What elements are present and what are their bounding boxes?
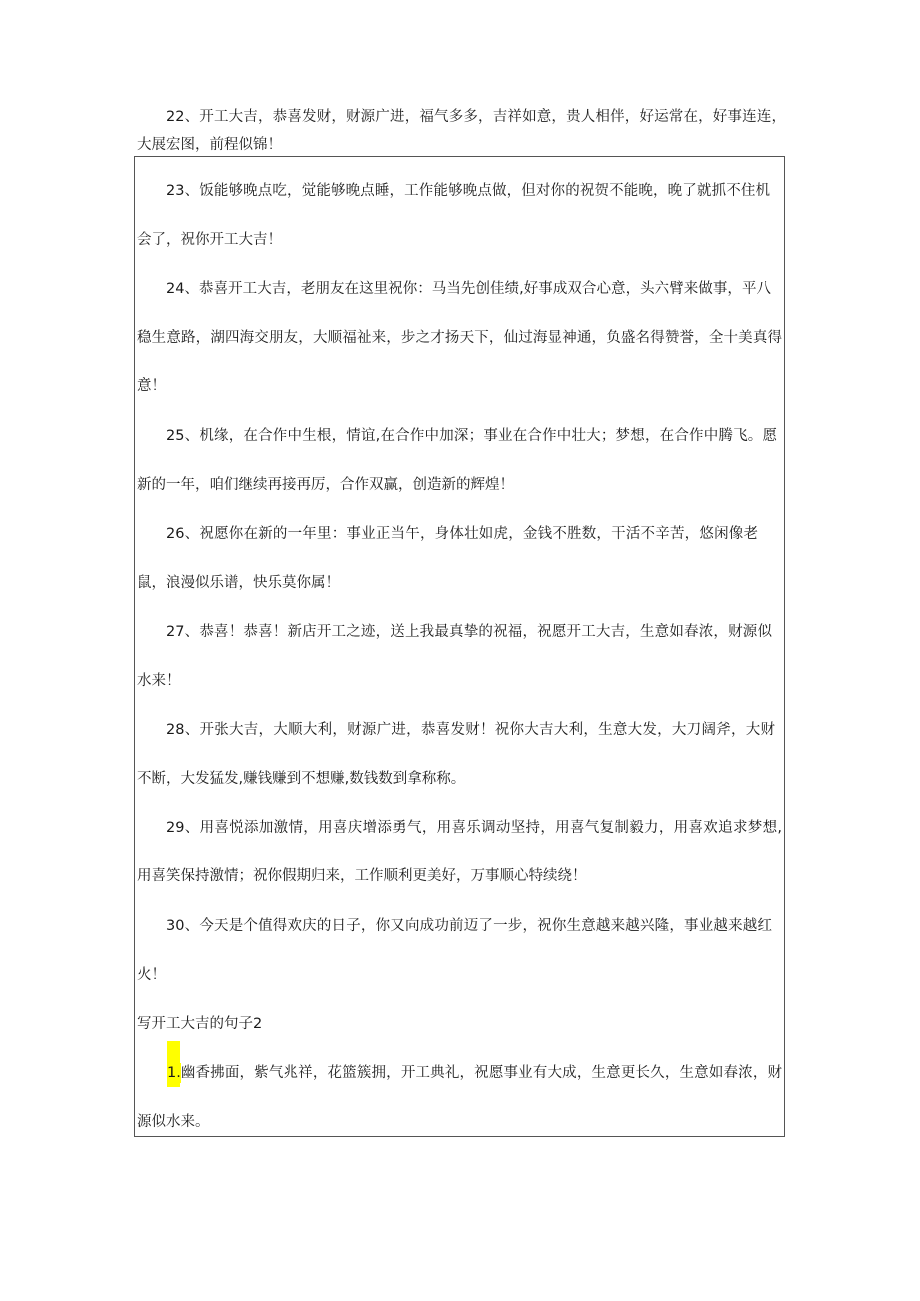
item-26-line-1: 26、祝愿你在新的一年里：事业正当午，身体壮如虎，金钱不胜数，干活不辛苦，悠闲像老: [166, 526, 758, 542]
item-27-line-1: 27、恭喜！恭喜！新店开工之迹，送上我最真挚的祝福，祝愿开工大吉，生意如春浓，财源似: [166, 624, 772, 640]
item-24-line-3: 意！: [137, 378, 166, 394]
section-item-1-text: 幽香拂面，紫气兆祥，花篮簇拥，开工典礼，祝愿事业有大成，生意更长久，生意如春浓，财: [180, 1065, 782, 1081]
item-28-line-1: 28、开张大吉，大顺大利，财源广进，恭喜发财！祝你大吉大利，生意大发，大刀阔斧，大财: [166, 722, 775, 738]
item-28-line-2: 不断，大发猛发,赚钱赚到不想赚,数钱数到拿称称。: [137, 771, 466, 787]
table-frame: [134, 156, 785, 1137]
section-title: 写开工大吉的句子2: [137, 1016, 263, 1032]
section-item-1-line-1: [167, 1063, 782, 1083]
item-25-line-1: 25、机缘，在合作中生根，情谊,在合作中加深；事业在合作中壮大；梦想，在合作中腾飞。愿: [166, 428, 777, 444]
item-26-line-2: 鼠，浪漫似乐谱，快乐莫你属！: [137, 575, 340, 591]
item-24-line-1: 24、恭喜开工大吉，老朋友在这里祝你：马当先创佳绩,好事成双合心意，头六臂来做事，平八: [166, 281, 771, 297]
section-item-1-line-2: 源似水来。: [137, 1114, 210, 1130]
item-22-line-2: 大展宏图，前程似锦！: [137, 137, 282, 153]
section-item-1-number: 1.: [167, 1065, 181, 1081]
item-29-line-2: 用喜笑保持激情；祝你假期归来，工作顺利更美好，万事顺心特续绕！: [137, 868, 587, 884]
item-23-line-1: 23、饭能够晚点吃，觉能够晚点睡，工作能够晚点做，但对你的祝贺不能晚，晚了就抓不住机: [166, 183, 770, 199]
item-25-line-2: 新的一年，咱们继续再接再厉，合作双赢，创造新的辉煌！: [137, 477, 514, 493]
item-27-line-2: 水来！: [137, 673, 181, 689]
item-30-line-2: 火！: [137, 967, 166, 983]
item-24-line-2: 稳生意路，湖四海交朋友，大顺福祉来，步之才扬天下，仙过海显神通，负盛名得赞誉，全十美真得: [137, 330, 782, 346]
item-23-line-2: 会了，祝你开工大吉！: [137, 232, 282, 248]
item-30-line-1: 30、今天是个值得欢庆的日子，你又向成功前迈了一步，祝你生意越来越兴隆，事业越来越红: [166, 918, 772, 934]
item-29-line-1: 29、用喜悦添加激情，用喜庆增添勇气，用喜乐调动坚持，用喜气复制毅力，用喜欢追求梦想,: [166, 820, 782, 836]
item-22-line-1: 22、开工大吉，恭喜发财，财源广进，福气多多，吉祥如意，贵人相伴，好运常在，好事连连，: [166, 109, 786, 125]
